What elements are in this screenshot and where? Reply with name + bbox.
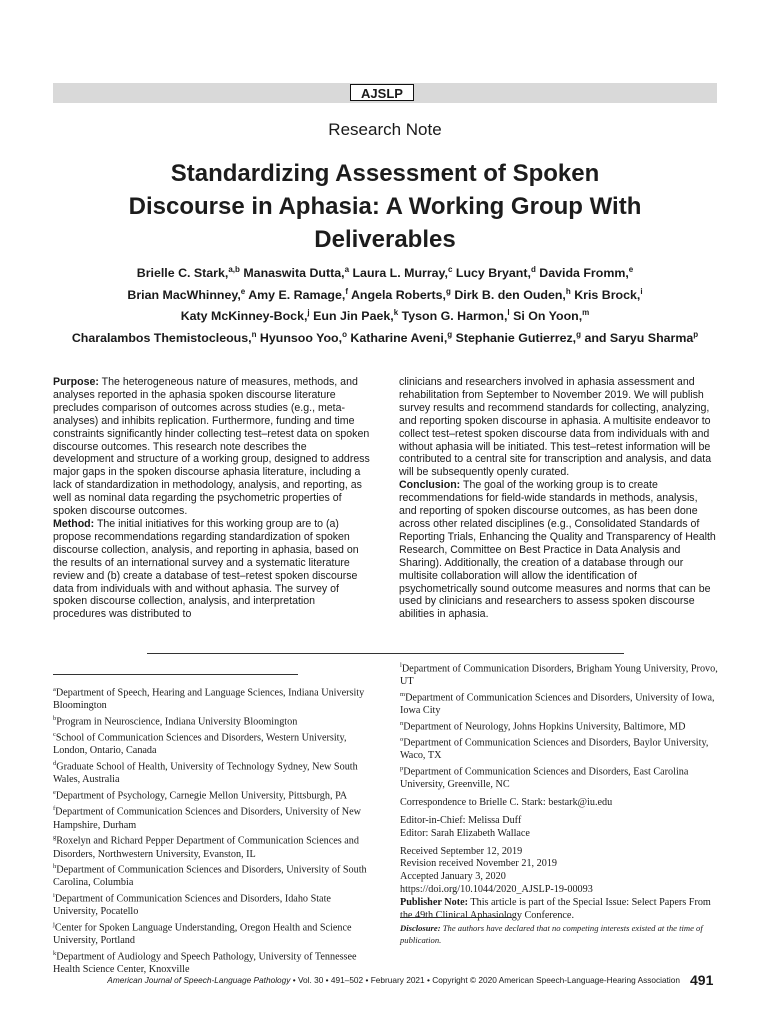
- abstract-method-continued: clinicians and researchers involved in aphasia assessment and rehabilitation from September to November 2019. We will publish survey results and recommend standards for collecting, analyzing, and reporting spoken discourse in aphasia. A multisite endeavor to collect test–retest spoken discourse data from individuals with and without aphasia will be initiated. This test–retest information will be contributed to a central site for transcription and analysis, and data will be subsequently openly curated.: [399, 376, 712, 479]
- author-affiliation-marker: k: [393, 308, 399, 318]
- abstract-conclusion: Conclusion: The goal of the working group is to create recommendations for field-wide standards in methods, analysis, and reporting of spoken discourse outcomes, as has been done across other related disciplines (e.g., Consolidated Standards of Reporting Trials, Enhancing the Quality and Transparency of Health Research, Committee on Best Practice in Data Analysis and Sharing). Additionally, the creation of a database through our multisite collaboration will allow the identification of psychometrically sound outcome measures and norms that can be used by clinicians and researchers to assess spoken discourse abilities in aphasia.: [399, 479, 716, 621]
- affiliation-item: [53, 948, 368, 977]
- affiliation-text: Department of Communication Disorders, Brigham Young University, Provo, UT: [400, 663, 718, 688]
- affiliations-left: [53, 684, 368, 977]
- author-name: Dirk B. den Ouden,: [454, 287, 566, 302]
- author-affiliation-marker: h: [565, 286, 571, 296]
- author-name: Stephanie Gutierrez,: [455, 331, 577, 345]
- page-footer: American Journal of Speech-Language Pathology • Vol. 30 • 491–502 • February 2021 • Copyright © 2020 American Speech-Language-Hearing Association: [107, 975, 680, 985]
- affiliation-text: Department of Audiology and Speech Pathology, University of Tennessee Health Science Center, Knoxville: [53, 951, 357, 976]
- affiliation-text: Department of Communication Sciences and Disorders, University of New Hampshire, Durham: [53, 806, 362, 831]
- author-name: Laura L. Murray,: [352, 266, 448, 281]
- doi-link[interactable]: https://doi.org/10.1044/2020_AJSLP-19-00093: [400, 883, 593, 895]
- affiliation-marker: b: [53, 714, 57, 722]
- affiliation-item: [53, 713, 368, 729]
- affiliation-marker: o: [400, 736, 404, 744]
- correspondence: Correspondence to Brielle C. Stark: bestark@iu.edu: [400, 797, 613, 809]
- editor: Editor: Sarah Elizabeth Wallace: [400, 827, 530, 839]
- affiliation-marker: l: [400, 662, 402, 669]
- author-name: Manaswita Dutta,: [243, 266, 345, 281]
- author-affiliation-marker: e: [240, 286, 246, 296]
- received-date: Received September 12, 2019: [400, 845, 523, 857]
- affiliation-item: [53, 919, 368, 948]
- abstract-purpose: Purpose: The heterogeneous nature of measures, methods, and analyses reported in the aphasia spoken discourse literature precludes comparison of outcomes across studies (e.g., meta-analyses) and inhibits replication. Furthermore, funding and time constraints significantly hinder collecting test–retest data on spoken discourse outcomes. This research note describes the development and structure of a working group, designed to address major gaps in the spoken discourse aphasia literature, including a lack of standardization in methodology, analysis, and reporting, as well as nominal data regarding the psychometric properties of spoken discourse outcomes.: [53, 376, 370, 518]
- affiliation-text: Roxelyn and Richard Pepper Department of Communication Sciences and Disorders, Northwestern University, Evanston, IL: [53, 835, 359, 860]
- affiliation-text: Department of Psychology, Carnegie Mellon University, Pittsburgh, PA: [55, 790, 348, 802]
- abstract-right-column: [399, 376, 717, 621]
- affiliation-text: Center for Spoken Language Understanding, Oregon Health and Science University, Portland: [53, 922, 352, 947]
- affiliation-marker: i: [53, 892, 55, 900]
- abstract-left-column: [53, 376, 370, 621]
- author-name: Brielle C. Stark,: [136, 266, 229, 281]
- author-affiliation-marker: f: [345, 286, 348, 296]
- author-affiliation-marker: g: [446, 286, 451, 296]
- author-name: Davida Fromm,: [539, 266, 629, 281]
- author-affiliation-marker: g: [447, 329, 453, 339]
- author-affiliation-marker: a: [344, 265, 350, 274]
- author-name: Angela Roberts,: [350, 287, 446, 302]
- affiliation-text: Department of Communication Sciences and Disorders, East Carolina University, Greenville, NC: [400, 766, 689, 791]
- affiliation-marker: a: [53, 686, 56, 693]
- affiliation-marker: m: [400, 690, 406, 698]
- affiliation-marker: n: [400, 719, 404, 727]
- publisher-note: Publisher Note: This article is part of the Special Issue: Select Papers From the 49th Clinical Aphasiology Conference.: [400, 896, 711, 921]
- affiliation-text: Department of Communication Sciences and Disorders, Baylor University, Waco, TX: [400, 737, 709, 762]
- affiliation-text: Graduate School of Health, University of Technology Sydney, New South Wales, Australia: [53, 761, 358, 786]
- author-name: Tyson G. Harmon,: [401, 309, 508, 324]
- journal-badge: AJSLP: [350, 84, 414, 101]
- author-affiliation-marker: o: [342, 329, 347, 339]
- author-affiliation-marker: e: [628, 265, 634, 274]
- author-affiliation-marker: n: [251, 329, 257, 339]
- affiliation-item: [400, 660, 718, 689]
- author-affiliation-marker: m: [582, 308, 590, 318]
- affiliation-item: [53, 758, 368, 787]
- affiliation-text: Department of Speech, Hearing and Language Sciences, Indiana University Bloomington: [53, 687, 365, 712]
- author-affiliation-marker: l: [507, 308, 510, 318]
- affiliation-marker: g: [53, 834, 57, 842]
- affiliation-item: [400, 689, 718, 718]
- affiliation-item: [53, 729, 368, 758]
- author-name: Katy McKinney-Bock,: [180, 309, 308, 324]
- affiliation-item: [53, 890, 368, 919]
- abstract-divider: [147, 653, 624, 654]
- author-list: [30, 261, 740, 348]
- editor-in-chief: Editor-in-Chief: Melissa Duff: [400, 814, 522, 826]
- affiliation-marker: f: [53, 805, 56, 813]
- author-name: Katharine Aveni,: [350, 331, 448, 345]
- author-affiliation-marker: j: [307, 308, 310, 318]
- author-name: Si On Yoon,: [513, 309, 583, 324]
- affiliation-marker: e: [53, 789, 56, 797]
- affiliation-text: School of Communication Sciences and Disorders, Western University, London, Ontario, Canada: [53, 732, 347, 757]
- author-name: Lucy Bryant,: [455, 266, 531, 281]
- affiliation-text: Department of Communication Sciences and Disorders, Idaho State University, Pocatello: [53, 893, 331, 918]
- affiliation-item: [400, 763, 718, 792]
- affiliation-marker: j: [53, 921, 55, 929]
- article-title: Standardizing Assessment of Spoken Discourse in Aphasia: A Working Group With Deliverables: [128, 160, 642, 253]
- revision-date: Revision received November 21, 2019: [400, 858, 558, 870]
- affiliation-text: Department of Communication Sciences and Disorders, University of Iowa, Iowa City: [400, 692, 715, 717]
- affiliation-item: [53, 832, 368, 861]
- disclosure-divider: [400, 917, 512, 918]
- page-number: 491: [690, 972, 714, 988]
- affiliation-item: [400, 734, 718, 763]
- author-name: Kris Brock,: [574, 287, 641, 302]
- affiliation-marker: p: [400, 765, 404, 773]
- affiliation-marker: c: [53, 731, 56, 739]
- author-name: Amy E. Ramage,: [248, 287, 346, 302]
- affiliation-text: Program in Neuroscience, Indiana University Bloomington: [56, 716, 298, 728]
- section-label: Research Note: [328, 120, 442, 139]
- author-name: and Saryu Sharma: [584, 331, 694, 345]
- affiliation-text: Department of Neurology, Johns Hopkins University, Baltimore, MD: [403, 721, 686, 733]
- abstract-method: Method: The initial initiatives for this working group are to (a) propose recommendations regarding standardization of spoken discourse collection, analysis, and reporting in aphasia, based on the results of an international survey and a systematic literature review and (b) create a database of test–retest spoken discourse data from individuals with and without aphasia. The survey of spoken discourse collection, analysis, and interpretation procedures was distributed to: [53, 517, 359, 621]
- accepted-date: Accepted January 3, 2020: [400, 871, 506, 883]
- disclosure: Disclosure: The authors have declared that no competing interests existed at the time of publication.: [400, 923, 703, 945]
- author-affiliation-marker: a,b: [228, 265, 240, 274]
- author-affiliation-marker: p: [693, 329, 699, 339]
- affiliation-item: [53, 861, 368, 890]
- author-affiliation-marker: d: [530, 265, 536, 274]
- author-affiliation-marker: c: [447, 265, 453, 274]
- affiliation-item: [400, 718, 718, 734]
- affiliation-item: [53, 803, 368, 832]
- author-name: Brian MacWhinney,: [127, 287, 241, 302]
- author-name: Charalambos Themistocleous,: [71, 331, 252, 345]
- affiliation-marker: h: [53, 863, 57, 871]
- affiliation-marker: d: [53, 760, 57, 768]
- footnote-divider: [53, 674, 298, 675]
- author-name: Eun Jin Paek,: [313, 309, 394, 324]
- author-name: Hyunsoo Yoo,: [259, 331, 343, 345]
- author-affiliation-marker: i: [640, 286, 643, 296]
- affiliation-item: [53, 684, 368, 713]
- affiliation-marker: k: [53, 950, 57, 958]
- author-affiliation-marker: g: [576, 329, 581, 339]
- affiliation-item: [53, 787, 368, 803]
- affiliations-right: [400, 660, 718, 922]
- affiliation-text: Department of Communication Sciences and Disorders, University of South Carolina, Columbia: [53, 864, 367, 889]
